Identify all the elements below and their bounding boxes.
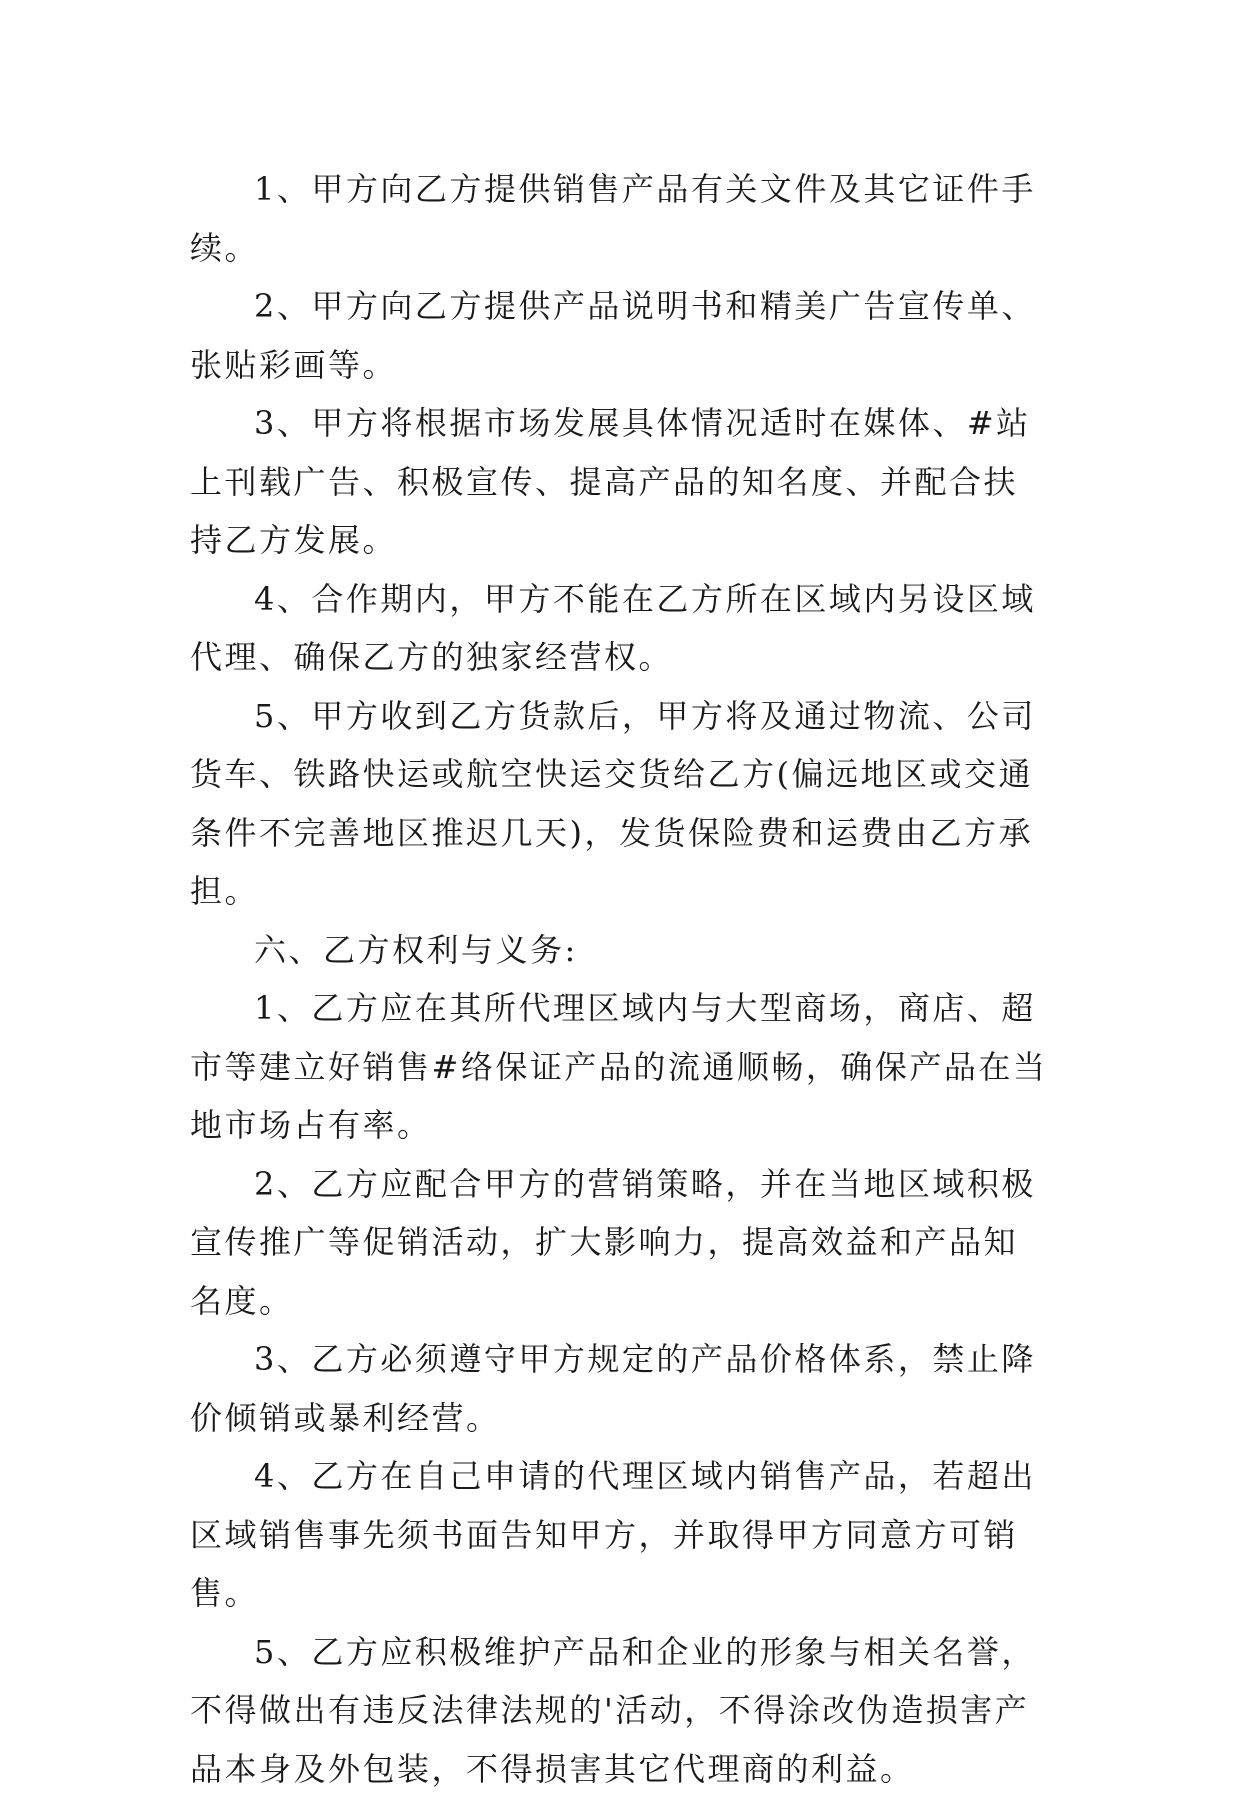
paragraph-party-a-item-1: 1、甲方向乙方提供销售产品有关文件及其它证件手续。 (190, 160, 1050, 277)
paragraph-party-b-item-4: 4、乙方在自己申请的代理区域内销售产品，若超出区域销售事先须书面告知甲方，并取得甲方同意方可销售。 (190, 1447, 1050, 1623)
paragraph-party-a-item-5: 5、甲方收到乙方货款后，甲方将及通过物流、公司货车、铁路快运或航空快运交货给乙方(偏远地区或交通条件不完善地区推迟几天)，发货保险费和运费由乙方承担。 (190, 687, 1050, 921)
paragraph-party-b-item-1: 1、乙方应在其所代理区域内与大型商场，商店、超市等建立好销售#络保证产品的流通顺畅，确保产品在当地市场占有率。 (190, 979, 1050, 1155)
paragraph-party-b-item-2: 2、乙方应配合甲方的营销策略，并在当地区域积极宣传推广等促销活动，扩大影响力，提高效益和产品知名度。 (190, 1155, 1050, 1331)
paragraph-party-b-item-3: 3、乙方必须遵守甲方规定的产品价格体系，禁止降价倾销或暴利经营。 (190, 1330, 1050, 1447)
section-heading-party-b: 六、乙方权利与义务: (190, 921, 1050, 980)
paragraph-party-a-item-4: 4、合作期内，甲方不能在乙方所在区域内另设区域代理、确保乙方的独家经营权。 (190, 570, 1050, 687)
paragraph-party-a-item-3: 3、甲方将根据市场发展具体情况适时在媒体、#站上刊载广告、积极宣传、提高产品的知名度、并配合扶持乙方发展。 (190, 394, 1050, 570)
paragraph-party-b-item-5: 5、乙方应积极维护产品和企业的形象与相关名誉，不得做出有违反法律法规的'活动，不得涂改伪造损害产品本身及外包装，不得损害其它代理商的利益。 (190, 1623, 1050, 1798)
document-body (190, 160, 1050, 1798)
paragraph-party-a-item-2: 2、甲方向乙方提供产品说明书和精美广告宣传单、张贴彩画等。 (190, 277, 1050, 394)
